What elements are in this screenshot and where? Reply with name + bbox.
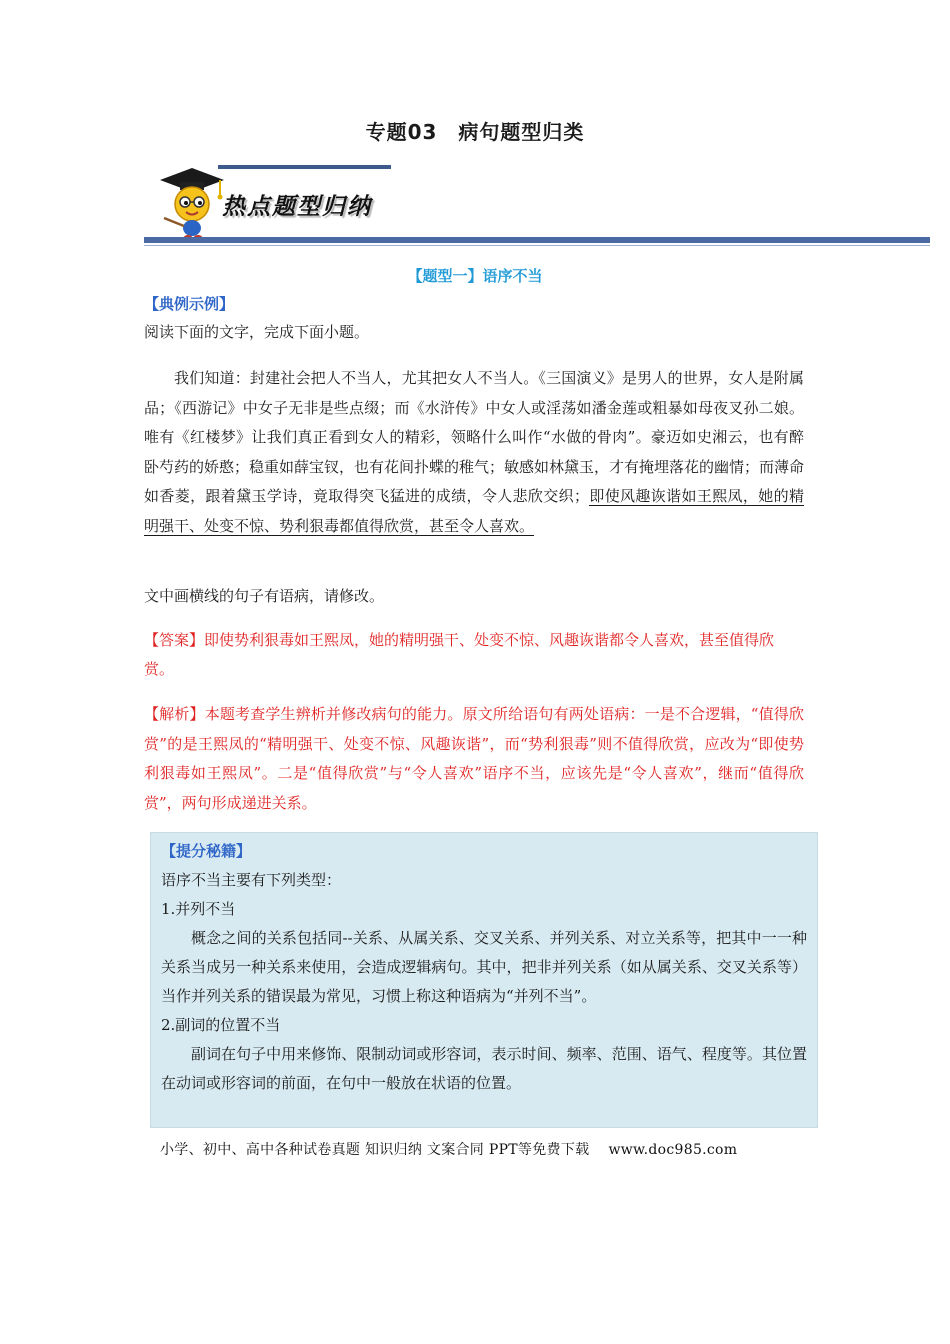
banner-divider [144,237,930,243]
analysis-label: 【解析】 [144,705,205,723]
question: 文中画横线的句子有语病，请修改。 [144,587,385,605]
page-title: 专题03 病句题型归类 [365,120,585,144]
example-label: 【典例示例】 [144,295,235,313]
instruction: 阅读下面的文字，完成下面小题。 [144,323,370,341]
tips-content [161,837,807,1098]
underlined-sentence: 即使风趣诙谐如王熙凤，她的精明强干、处变不惊、势利狠毒都值得欣赏，甚至令人喜欢。 [144,487,804,535]
tips-item1-text: 概念之间的关系包括同--关系、从属关系、交叉关系、并列关系、对立关系等，把其中一一种关系当成另一种关系来使用，会造成逻辑病句。其中，把非并列关系（如从属关系、交叉关系等）当作并列关系的错误最为常见，习惯上称这种语病为“并列不当”。 [161,929,807,1005]
graduate-mascot-icon [150,160,230,240]
reading-passage [144,364,804,541]
banner-divider-thin [144,245,930,246]
tips-intro: 语序不当主要有下列类型： [161,871,342,889]
example-label-row [144,290,804,318]
banner-top-line [218,165,391,169]
analysis-block [144,700,804,818]
answer-label: 【答案】 [144,631,205,649]
analysis-text: 本题考查学生辨析并修改病句的能力。原文所给语句有两处语病：一是不合逻辑，“值得欣赏”的是王熙凤的“精明强干、处变不惊、风趣诙谐”，而“势利狠毒”则不值得欣赏，应改为“即使势利狠毒如王熙凤”。二是“值得欣赏”与“令人喜欢”语序不当，应该先是“令人喜欢”，继而“值得欣赏”，两句形成递进关系。 [144,705,804,812]
tips-item2-text: 副词在句子中用来修饰、限制动词或形容词，表示时间、频率、范围、语气、程度等。其位置在动词或形容词的前面，在句中一般放在状语的位置。 [161,1045,807,1092]
tips-item2-title: 2.副词的位置不当 [161,1016,281,1034]
banner-text: 热点题型归纳 [222,193,372,220]
footer-text: 小学、初中、高中各种试卷真题 知识归纳 文案合同 PPT等免费下载 www.doc985.com [160,1142,738,1158]
tips-item1-title: 1.并列不当 [161,900,236,918]
answer-block [144,626,804,684]
passage-text: 我们知道：封建社会把人不当人，尤其把女人不当人。《三国演义》是男人的世界，女人是附属品；《西游记》中女子无非是些点缀；而《水浒传》中女人或淫荡如潘金莲或粗暴如母夜叉孙二娘。唯有《红楼梦》让我们真正看到女人的精彩，领略什么叫作“水做的骨肉”。豪迈如史湘云，也有醉卧芍药的娇憨；稳重如薛宝钗，也有花间扑蝶的稚气；敏感如林黛玉，才有掩埋落花的幽情；而薄命如香菱，跟着黛玉学诗，竟取得突飞猛进的成绩，令人悲欣交织； [144,369,805,505]
tips-label: 【提分秘籍】 [161,842,252,860]
section-title: 【题型一】语序不当 [407,267,543,285]
answer-text: 即使势利狠毒如王熙凤，她的精明强干、处变不惊、风趣诙谐都令人喜欢，甚至值得欣赏。 [144,631,775,678]
tips-box [150,832,818,1128]
